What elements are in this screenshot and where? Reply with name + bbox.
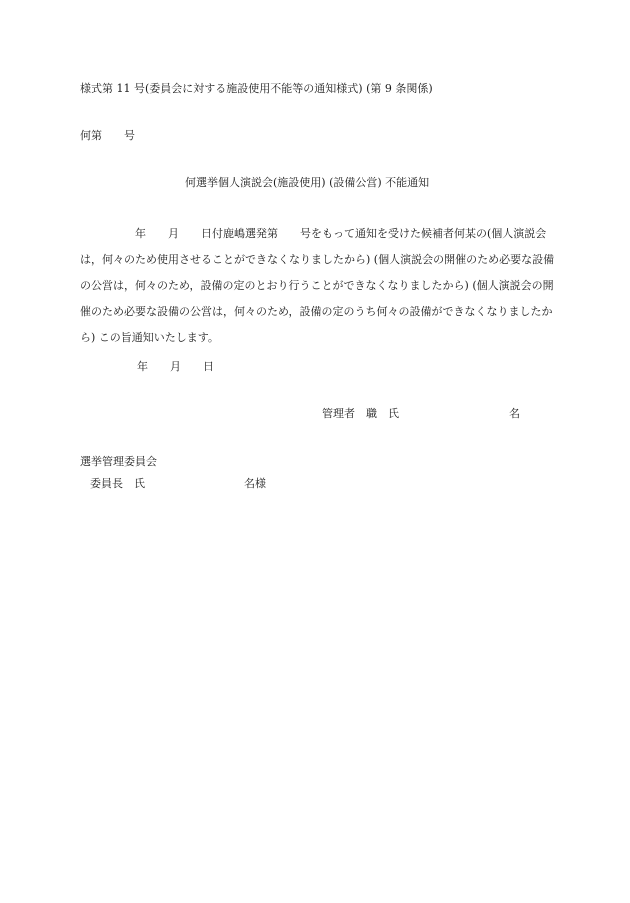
document-number: 何第 号: [80, 129, 135, 142]
notice-body: 年 月 日付鹿嶋選発第 号をもって通知を受けた候補者何某の(個人演説会は，何々のため使用させることができなくなりましたから) (個人演説会の開催のため必要な設備の公営は，何々のため，設備の定のとおり行うことができなくなりましたから) (個人演説会の開催のため必要な設備の公営は，何々のため，設備の定のうち何々の設備ができなくなりましたから) この旨通知いたします。: [80, 227, 555, 344]
recipient-committee: 選挙管理委員会: [80, 455, 157, 468]
form-title: 様式第 11 号(委員会に対する施設使用不能等の通知様式) (第 9 条関係): [80, 82, 433, 95]
issue-date-line: 年 月 日: [137, 360, 214, 373]
manager-signature-line: 管理者 職 氏 名: [322, 407, 520, 420]
document-heading: 何選挙個人演説会(施設使用) (設備公営) 不能通知: [185, 176, 430, 189]
recipient-chair-line: 委員長 氏 名様: [90, 477, 266, 490]
